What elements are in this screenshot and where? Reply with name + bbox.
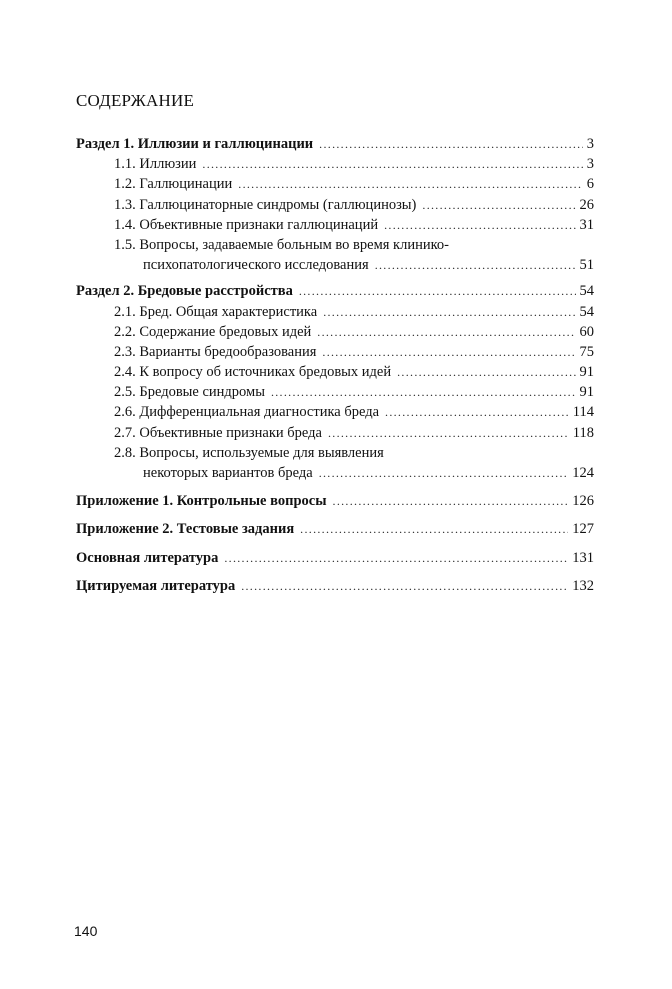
toc-entry-page: 118 [572,424,594,441]
dot-leader [328,423,569,443]
toc-entry-label: психопатологического исследования [143,257,369,274]
toc-entry-page: 91 [579,384,594,401]
toc-entry-page: 26 [579,196,594,213]
toc-entry [76,154,594,174]
toc-entry-label: 1.3. Галлюцинаторные синдромы (галлюцинозы) [114,196,417,213]
toc-entry-label: 1.2. Галлюцинации [114,176,233,193]
toc-entry-label: 2.3. Варианты бредообразования [114,343,317,360]
toc-entry-page: 31 [579,216,594,233]
dot-leader [224,548,568,568]
toc-entry-page: 131 [572,549,594,566]
dot-leader [299,281,576,301]
dot-leader [238,174,582,194]
toc-entry-label: 1.5. Вопросы, задаваемые больным во время клинико- [114,236,449,253]
dot-leader [333,491,569,511]
page-title: СОДЕРЖАНИЕ [76,91,195,110]
toc-entry [76,302,594,322]
toc-entry [76,322,594,342]
toc-entry-page: 54 [579,303,594,320]
toc-entry [76,195,594,215]
dot-leader [385,402,569,422]
toc-entry-continuation [76,463,594,483]
toc-entry-page: 126 [572,493,594,510]
toc-entry-appendix-1 [76,491,594,511]
toc-entry-label: Основная литература [76,549,219,566]
toc-entry-label: 2.8. Вопросы, используемые для выявления [114,444,384,461]
dot-leader [384,215,575,235]
toc-entry-page: 60 [579,323,594,340]
toc-entry-page: 3 [586,136,594,152]
toc-entry-label: 2.4. К вопросу об источниках бредовых идей [114,364,392,381]
toc-entry [76,423,594,443]
dot-leader [319,134,583,154]
dot-leader [319,463,569,483]
toc-entry [76,382,594,402]
toc-entry-page: 132 [572,577,594,594]
toc-entry-continuation [76,255,594,275]
toc-entry-label: 2.5. Бредовые синдромы [114,384,265,401]
toc-entry-label: Приложение 2. Тестовые задания [76,521,295,538]
dot-leader [241,576,568,596]
toc-entry-label: Раздел 1. Иллюзии и галлюцинации [76,136,314,152]
toc-entry-section-1 [76,134,594,154]
toc-entry-page: 6 [586,176,594,193]
toc-entry [76,443,594,463]
toc-entry-label: Цитируемая литература [76,577,236,594]
toc-entry-page: 75 [579,343,594,360]
toc-entry-page: 127 [572,521,594,538]
toc-entry-main-literature [76,548,594,568]
dot-leader [323,302,575,322]
toc-entry-page: 3 [586,156,594,173]
toc-entry-appendix-2 [76,519,594,539]
dot-leader [422,195,575,215]
toc-entry [76,174,594,194]
toc-entry-page: 54 [579,283,594,300]
dot-leader [375,255,576,275]
toc-entry-page: 51 [579,257,594,274]
toc-entry-label: 2.2. Содержание бредовых идей [114,323,312,340]
toc-entry [76,362,594,382]
toc-entry [76,215,594,235]
toc-entry-page: 91 [579,364,594,381]
toc-entry-section-2 [76,281,594,301]
toc-entry-page: 114 [572,404,594,421]
page-number: 140 [74,923,98,939]
toc-entry-cited-literature [76,576,594,596]
toc-entry-label: 2.6. Дифференциальная диагностика бреда [114,404,380,421]
toc-entry [76,402,594,422]
toc-entry-label: Раздел 2. Бредовые расстройства [76,283,293,300]
toc-entry [76,342,594,362]
dot-leader [271,382,576,402]
toc-entry-label: некоторых вариантов бреда [143,465,313,481]
toc-entry-label: Приложение 1. Контрольные вопросы [76,493,327,510]
toc-entry-label: 1.4. Объективные признаки галлюцинаций [114,216,379,233]
toc-entry-label: 2.1. Бред. Общая характеристика [114,303,318,320]
toc-entry-label: 1.1. Иллюзии [114,156,197,173]
toc-entry-page: 124 [572,465,594,481]
dot-leader [317,322,575,342]
dot-leader [397,362,575,382]
dot-leader [300,519,568,539]
dot-leader [322,342,575,362]
dot-leader [202,154,582,174]
toc-entry [76,235,594,255]
table-of-contents [76,134,594,596]
toc-entry-label: 2.7. Объективные признаки бреда [114,424,322,441]
